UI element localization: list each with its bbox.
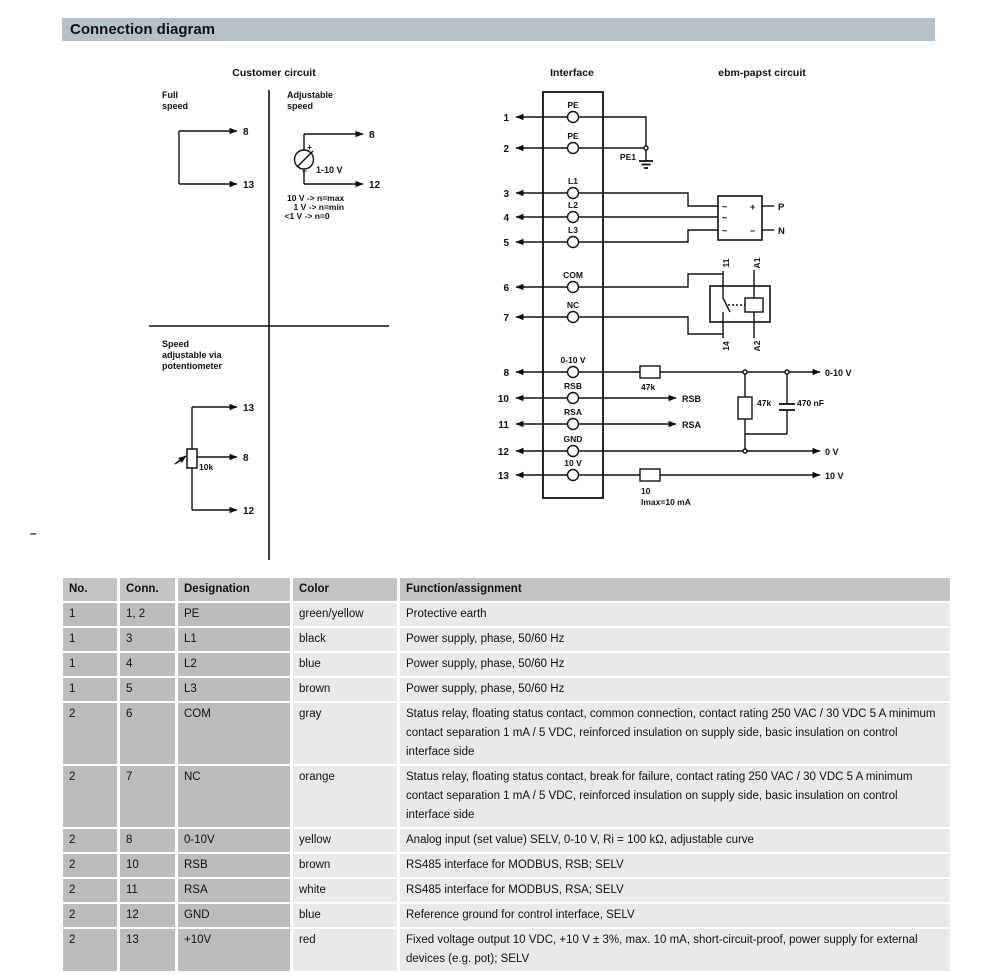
cell-color: red bbox=[293, 929, 397, 971]
terminal-icon bbox=[568, 393, 579, 404]
rectifier-minus-sign: − bbox=[750, 226, 756, 236]
ebm-papst-block bbox=[603, 67, 852, 507]
terminal-icon bbox=[568, 470, 579, 481]
cell-color: orange bbox=[293, 766, 397, 827]
interface-pin bbox=[503, 131, 603, 155]
cell-color: brown bbox=[293, 678, 397, 701]
pin-label: 10 V bbox=[564, 458, 582, 468]
ten-volt-label: 10 V bbox=[825, 471, 844, 481]
potentiometer-icon bbox=[175, 449, 197, 468]
cell-function: Power supply, phase, 50/60 Hz bbox=[400, 628, 950, 651]
customer-circuit-heading: Customer circuit bbox=[232, 67, 316, 79]
cell-no: 2 bbox=[63, 904, 117, 927]
supply-current-note: Imax=10 mA bbox=[641, 497, 691, 507]
col-header-conn: Conn. bbox=[120, 578, 175, 601]
pin-label: NC bbox=[566, 300, 580, 310]
pin-label: 0-10 V bbox=[560, 355, 586, 365]
resistor-icon bbox=[640, 366, 660, 378]
cell-designation: 0-10V bbox=[178, 829, 290, 852]
pin-number: 2 bbox=[503, 144, 509, 155]
cell-function: RS485 interface for MODBUS, RSB; SELV bbox=[400, 854, 950, 877]
cell-no: 2 bbox=[63, 703, 117, 764]
shunt-resistor-label: 47k bbox=[757, 398, 772, 408]
pin-number: 4 bbox=[503, 213, 509, 224]
terminal-number: 8 bbox=[369, 130, 375, 141]
col-header-designation: Designation bbox=[178, 578, 290, 601]
resistor-icon bbox=[738, 397, 752, 419]
cell-designation: L1 bbox=[178, 628, 290, 651]
pin-label: RSA bbox=[564, 407, 582, 417]
rectifier-ac-symbol: ~ bbox=[722, 226, 728, 236]
cell-function: Power supply, phase, 50/60 Hz bbox=[400, 678, 950, 701]
interface-pin bbox=[503, 176, 603, 200]
analog-output-label: 0-10 V bbox=[825, 368, 852, 378]
dc-bus-p-label: P bbox=[778, 202, 785, 213]
pot-value-label: 10k bbox=[199, 462, 214, 472]
cell-designation: RSA bbox=[178, 879, 290, 902]
ground-icon bbox=[639, 150, 653, 168]
cell-designation: L2 bbox=[178, 653, 290, 676]
cell-color: brown bbox=[293, 854, 397, 877]
zero-volt-label: 0 V bbox=[825, 447, 839, 457]
full-speed-circuit bbox=[162, 90, 255, 191]
interface-pin bbox=[498, 381, 603, 405]
cell-function: Power supply, phase, 50/60 Hz bbox=[400, 653, 950, 676]
cell-color: yellow bbox=[293, 829, 397, 852]
cell-designation: NC bbox=[178, 766, 290, 827]
source-minus-sign: − bbox=[302, 166, 307, 176]
cell-no: 1 bbox=[63, 678, 117, 701]
junction-dot bbox=[743, 370, 747, 374]
interface-pin bbox=[498, 407, 603, 431]
capacitor-icon bbox=[779, 374, 795, 434]
pin-number: 7 bbox=[503, 313, 509, 324]
cell-no: 2 bbox=[63, 854, 117, 877]
pin-number: 5 bbox=[503, 238, 509, 249]
potentiometer-circuit bbox=[162, 339, 255, 517]
pot-section-label: potentiometer bbox=[162, 361, 223, 371]
terminal-icon bbox=[568, 282, 579, 293]
pin-label: PE bbox=[567, 100, 579, 110]
capacitor-label: 470 nF bbox=[797, 398, 824, 408]
cell-conn: 13 bbox=[120, 929, 175, 971]
rectifier-ac-symbol: ~ bbox=[722, 213, 728, 223]
cell-no: 2 bbox=[63, 766, 117, 827]
cell-no: 1 bbox=[63, 653, 117, 676]
cell-function: Protective earth bbox=[400, 603, 950, 626]
rsa-output-label: RSA bbox=[682, 420, 702, 430]
terminal-number: 13 bbox=[243, 403, 255, 414]
rectifier-ac-symbol: ~ bbox=[722, 202, 728, 212]
interface-pin bbox=[498, 434, 603, 458]
cell-function: Reference ground for control interface, SELV bbox=[400, 904, 950, 927]
cell-color: blue bbox=[293, 653, 397, 676]
full-speed-label: speed bbox=[162, 101, 189, 111]
cell-designation: L3 bbox=[178, 678, 290, 701]
terminal-number: 8 bbox=[243, 127, 249, 138]
terminal-icon bbox=[568, 446, 579, 457]
dc-bus-n-label: N bbox=[778, 226, 785, 237]
cell-no: 2 bbox=[63, 879, 117, 902]
speed-note: 10 V -> n=max bbox=[287, 193, 345, 203]
interface-heading: Interface bbox=[550, 67, 594, 79]
page-title: Connection diagram bbox=[70, 21, 216, 38]
series-resistor-label: 47k bbox=[641, 382, 656, 392]
terminal-icon bbox=[568, 312, 579, 323]
terminal-number: 12 bbox=[369, 180, 381, 191]
cell-conn: 8 bbox=[120, 829, 175, 852]
cell-function: Analog input (set value) SELV, 0-10 V, Ri = 100 kΩ, adjustable curve bbox=[400, 829, 950, 852]
terminal-number: 12 bbox=[243, 506, 255, 517]
pe1-label: PE1 bbox=[619, 152, 636, 162]
cell-color: gray bbox=[293, 703, 397, 764]
rectifier-plus-sign: + bbox=[750, 202, 756, 212]
pin-label: GND bbox=[563, 434, 583, 444]
status-relay-box bbox=[710, 257, 770, 351]
connection-table bbox=[63, 578, 950, 971]
adjustable-speed-label: speed bbox=[287, 101, 314, 111]
pin-number: 6 bbox=[503, 283, 509, 294]
cell-no: 1 bbox=[63, 628, 117, 651]
cell-conn: 12 bbox=[120, 904, 175, 927]
cell-designation: COM bbox=[178, 703, 290, 764]
junction-dot bbox=[644, 146, 648, 150]
source-plus-sign: + bbox=[307, 142, 312, 152]
cell-function: RS485 interface for MODBUS, RSA; SELV bbox=[400, 879, 950, 902]
resistor-icon bbox=[640, 469, 660, 481]
cell-designation: PE bbox=[178, 603, 290, 626]
terminal-icon bbox=[568, 212, 579, 223]
cell-conn: 11 bbox=[120, 879, 175, 902]
pin-label: COM bbox=[563, 270, 583, 280]
relay-coil-a2-label: A2 bbox=[752, 340, 762, 352]
mains-wiring bbox=[603, 193, 718, 242]
source-voltage-label: 1-10 V bbox=[316, 165, 343, 175]
cell-designation: RSB bbox=[178, 854, 290, 877]
col-header-function: Function/assignment bbox=[400, 578, 950, 601]
terminal-icon bbox=[568, 188, 579, 199]
terminal-icon bbox=[568, 237, 579, 248]
rectifier-box bbox=[718, 196, 785, 240]
cell-function: Status relay, floating status contact, common connection, contact rating 250 VAC / 30 VDC 5 A minimum contact separation 1 mA / 5 VDC, reinforced insulation on supply side, basic insulation on control interface side bbox=[400, 703, 950, 764]
pin-number: 12 bbox=[497, 447, 509, 458]
full-speed-label: Full bbox=[162, 90, 178, 100]
terminal-number: 8 bbox=[243, 453, 249, 464]
margin-dash: – bbox=[30, 526, 37, 540]
pin-number: 11 bbox=[498, 420, 509, 431]
cell-color: white bbox=[293, 879, 397, 902]
pin-label: L2 bbox=[568, 200, 578, 210]
terminal-icon bbox=[568, 143, 579, 154]
rsb-output-label: RSB bbox=[682, 394, 702, 404]
cell-function: Status relay, floating status contact, break for failure, contact rating 250 VAC / 30 VDC 5 A minimum contact separation 1 mA / 5 VDC, reinforced insulation on supply side, basic insulation on control interface side bbox=[400, 766, 950, 827]
cell-conn: 1, 2 bbox=[120, 603, 175, 626]
speed-note: <1 V -> n=0 bbox=[284, 211, 330, 221]
interface-block bbox=[497, 67, 656, 498]
cell-designation: GND bbox=[178, 904, 290, 927]
speed-note: 1 V -> n=min bbox=[293, 202, 345, 212]
cell-function: Fixed voltage output 10 VDC, +10 V ± 3%, max. 10 mA, short-circuit-proof, power supply for external devices (e.g. pot); SELV bbox=[400, 929, 950, 971]
relay-contact-11-label: 11 bbox=[721, 258, 731, 268]
cell-no: 1 bbox=[63, 603, 117, 626]
relay-coil-a1-label: A1 bbox=[752, 257, 762, 269]
terminal-icon bbox=[568, 112, 579, 123]
cell-color: black bbox=[293, 628, 397, 651]
cell-conn: 6 bbox=[120, 703, 175, 764]
junction-dot bbox=[743, 449, 747, 453]
cell-color: blue bbox=[293, 904, 397, 927]
cell-conn: 4 bbox=[120, 653, 175, 676]
ebm-papst-heading: ebm-papst circuit bbox=[718, 67, 806, 79]
customer-circuit bbox=[149, 67, 389, 560]
protective-earth-wiring bbox=[603, 117, 653, 168]
col-header-color: Color bbox=[293, 578, 397, 601]
relay-contact-14-label: 14 bbox=[721, 341, 731, 351]
cell-color: green/yellow bbox=[293, 603, 397, 626]
relay-coil-icon bbox=[745, 298, 763, 312]
pin-number: 1 bbox=[503, 113, 509, 124]
interface-pin bbox=[503, 270, 603, 294]
pin-number: 10 bbox=[497, 394, 509, 405]
cell-conn: 5 bbox=[120, 678, 175, 701]
cell-conn: 3 bbox=[120, 628, 175, 651]
interface-pin bbox=[503, 300, 603, 324]
adjustable-speed-label: Adjustable bbox=[287, 90, 334, 100]
interface-pin bbox=[503, 200, 603, 224]
cell-no: 2 bbox=[63, 829, 117, 852]
interface-pin bbox=[503, 100, 603, 124]
supply-resistor-label: 10 bbox=[641, 486, 651, 496]
cell-conn: 10 bbox=[120, 854, 175, 877]
status-relay-wiring bbox=[603, 274, 723, 334]
adjustable-speed-circuit bbox=[285, 90, 381, 221]
interface-pin bbox=[503, 225, 603, 249]
pin-label: RSB bbox=[564, 381, 582, 391]
pin-number: 13 bbox=[497, 471, 509, 482]
cell-designation: +10V bbox=[178, 929, 290, 971]
pot-section-label: adjustable via bbox=[162, 350, 222, 360]
junction-dot bbox=[785, 370, 789, 374]
pin-number: 8 bbox=[503, 368, 509, 379]
pin-number: 3 bbox=[503, 189, 509, 200]
terminal-number: 13 bbox=[243, 180, 255, 191]
control-output-wiring bbox=[603, 366, 852, 507]
col-header-no: No. bbox=[63, 578, 117, 601]
terminal-icon bbox=[568, 367, 579, 378]
pin-label: PE bbox=[567, 131, 579, 141]
pin-label: L3 bbox=[568, 225, 578, 235]
terminal-icon bbox=[568, 419, 579, 430]
pin-label: L1 bbox=[568, 176, 578, 186]
cell-no: 2 bbox=[63, 929, 117, 971]
interface-pin bbox=[503, 355, 603, 379]
cell-conn: 7 bbox=[120, 766, 175, 827]
pot-section-label: Speed bbox=[162, 339, 190, 349]
interface-pin bbox=[498, 458, 603, 482]
